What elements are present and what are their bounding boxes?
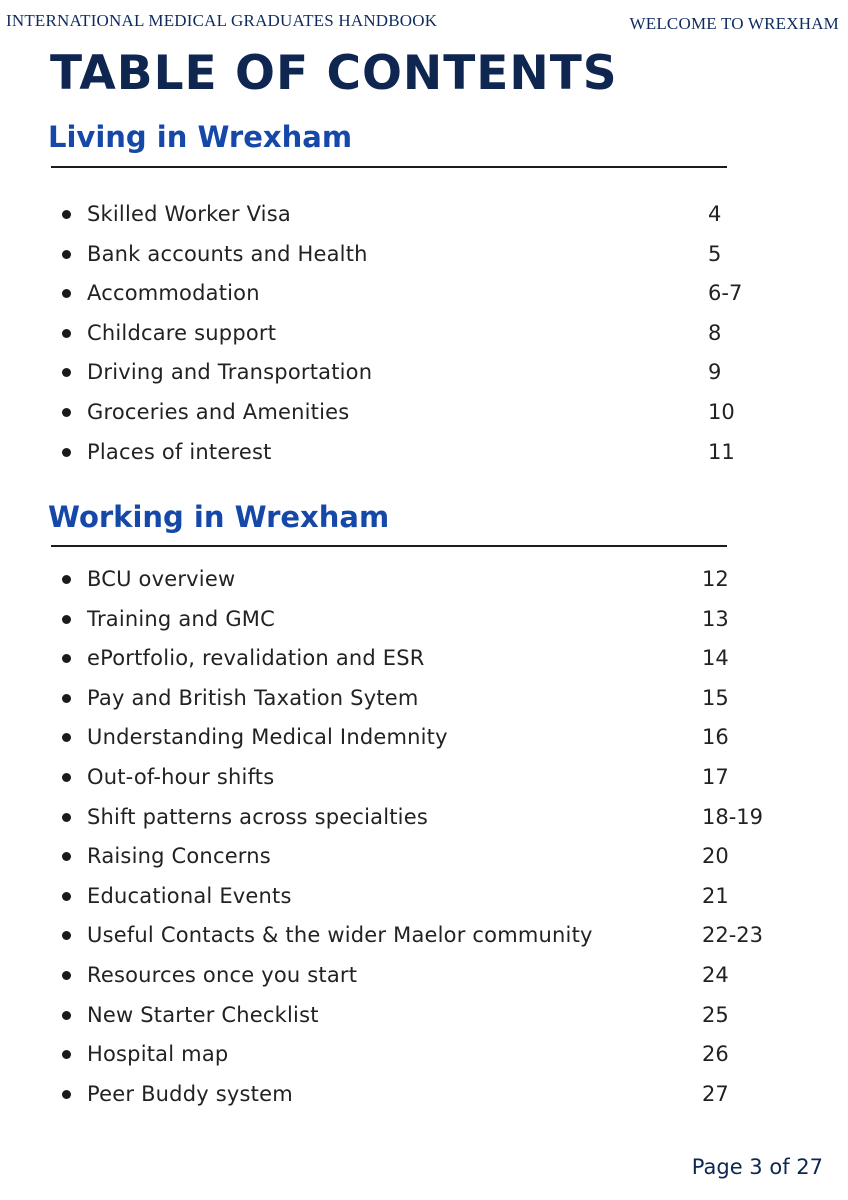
toc-item-label: New Starter Checklist bbox=[87, 1002, 319, 1027]
toc-item[interactable] bbox=[56, 881, 776, 921]
toc-item-label: BCU overview bbox=[87, 567, 236, 591]
page-title: TABLE OF CONTENTS bbox=[50, 46, 618, 101]
toc-item-page: 12 bbox=[702, 567, 729, 591]
handbook-header-title: INTERNATIONAL MEDICAL GRADUATES HANDBOOK bbox=[6, 11, 438, 30]
toc-item-label: ePortfolio, revalidation and ESR bbox=[87, 646, 425, 671]
bullet-icon bbox=[62, 575, 71, 584]
bullet-icon bbox=[62, 289, 71, 298]
toc-item-label: Pay and British Taxation Sytem bbox=[87, 685, 419, 710]
toc-item-label: Out-of-hour shifts bbox=[87, 764, 275, 789]
toc-item[interactable] bbox=[56, 762, 776, 802]
bullet-icon bbox=[62, 733, 71, 742]
toc-item-label: Shift patterns across specialties bbox=[87, 804, 428, 829]
toc-item[interactable] bbox=[56, 1039, 776, 1079]
toc-item-label: Useful Contacts & the wider Maelor community bbox=[87, 923, 593, 948]
bullet-icon bbox=[62, 250, 71, 259]
bullet-icon bbox=[62, 210, 71, 219]
toc-item[interactable] bbox=[56, 437, 776, 477]
toc-item-label: Groceries and Amenities bbox=[87, 399, 350, 424]
toc-item-page: 6-7 bbox=[708, 281, 743, 306]
toc-item-page: 8 bbox=[708, 320, 722, 345]
bullet-icon bbox=[62, 931, 71, 940]
toc-item-label: Places of interest bbox=[87, 439, 272, 464]
working-toc-list bbox=[56, 564, 776, 1118]
toc-item-label: Driving and Transportation bbox=[87, 360, 373, 385]
toc-item-page: 25 bbox=[702, 1002, 729, 1027]
toc-item-label: Hospital map bbox=[87, 1042, 229, 1067]
toc-item-page: 17 bbox=[702, 764, 729, 789]
bullet-icon bbox=[62, 773, 71, 782]
bullet-icon bbox=[62, 852, 71, 861]
toc-item[interactable] bbox=[56, 1000, 776, 1040]
toc-item-page: 20 bbox=[702, 844, 729, 869]
toc-item-page: 22-23 bbox=[702, 923, 764, 948]
toc-item[interactable] bbox=[56, 278, 776, 318]
toc-item-page: 9 bbox=[708, 360, 722, 385]
toc-item[interactable] bbox=[56, 564, 776, 604]
toc-item-page: 13 bbox=[702, 606, 729, 631]
toc-item[interactable] bbox=[56, 604, 776, 644]
toc-item-page: 24 bbox=[702, 962, 729, 987]
toc-item-label: Educational Events bbox=[87, 883, 292, 908]
bullet-icon bbox=[62, 408, 71, 417]
toc-item[interactable] bbox=[56, 357, 776, 397]
section-divider-working bbox=[51, 545, 727, 547]
bullet-icon bbox=[62, 1050, 71, 1059]
bullet-icon bbox=[62, 971, 71, 980]
toc-item-label: Bank accounts and Health bbox=[87, 241, 368, 266]
toc-item-label: Peer Buddy system bbox=[87, 1081, 293, 1106]
toc-item-page: 15 bbox=[702, 685, 729, 710]
toc-item[interactable] bbox=[56, 960, 776, 1000]
bullet-icon bbox=[62, 448, 71, 457]
toc-item[interactable] bbox=[56, 1079, 776, 1119]
toc-item-label: Understanding Medical Indemnity bbox=[87, 725, 448, 750]
toc-item-page: 14 bbox=[702, 646, 729, 671]
bullet-icon bbox=[62, 1011, 71, 1020]
toc-item-label: Skilled Worker Visa bbox=[87, 202, 291, 226]
section-title-working: Working in Wrexham bbox=[48, 500, 390, 534]
bullet-icon bbox=[62, 368, 71, 377]
bullet-icon bbox=[62, 813, 71, 822]
toc-item-label: Accommodation bbox=[87, 281, 260, 306]
bullet-icon bbox=[62, 615, 71, 624]
toc-item-page: 21 bbox=[702, 883, 729, 908]
toc-item[interactable] bbox=[56, 397, 776, 437]
toc-item-page: 5 bbox=[708, 241, 722, 266]
toc-item[interactable] bbox=[56, 841, 776, 881]
toc-item-page: 18-19 bbox=[702, 804, 764, 829]
bullet-icon bbox=[62, 892, 71, 901]
toc-item[interactable] bbox=[56, 318, 776, 358]
section-divider-living bbox=[51, 166, 727, 168]
page-number: Page 3 of 27 bbox=[691, 1155, 823, 1179]
toc-item[interactable] bbox=[56, 683, 776, 723]
toc-item[interactable] bbox=[56, 802, 776, 842]
toc-item[interactable] bbox=[56, 199, 776, 239]
toc-item[interactable] bbox=[56, 239, 776, 279]
toc-item[interactable] bbox=[56, 722, 776, 762]
toc-item-page: 10 bbox=[708, 399, 735, 424]
toc-item-page: 26 bbox=[702, 1042, 729, 1067]
toc-item-page: 16 bbox=[702, 725, 729, 750]
welcome-header-title: WELCOME TO WREXHAM bbox=[629, 14, 839, 33]
bullet-icon bbox=[62, 694, 71, 703]
toc-item-page: 11 bbox=[708, 439, 735, 464]
section-title-living: Living in Wrexham bbox=[48, 120, 353, 154]
toc-item-page: 4 bbox=[708, 202, 722, 226]
toc-item[interactable] bbox=[56, 643, 776, 683]
toc-item[interactable] bbox=[56, 920, 776, 960]
bullet-icon bbox=[62, 654, 71, 663]
toc-item-page: 27 bbox=[702, 1081, 729, 1106]
toc-item-label: Childcare support bbox=[87, 320, 277, 345]
toc-item-label: Raising Concerns bbox=[87, 844, 271, 869]
toc-item-label: Resources once you start bbox=[87, 962, 358, 987]
toc-item-label: Training and GMC bbox=[87, 606, 275, 631]
bullet-icon bbox=[62, 329, 71, 338]
bullet-icon bbox=[62, 1090, 71, 1099]
living-toc-list bbox=[56, 199, 776, 476]
